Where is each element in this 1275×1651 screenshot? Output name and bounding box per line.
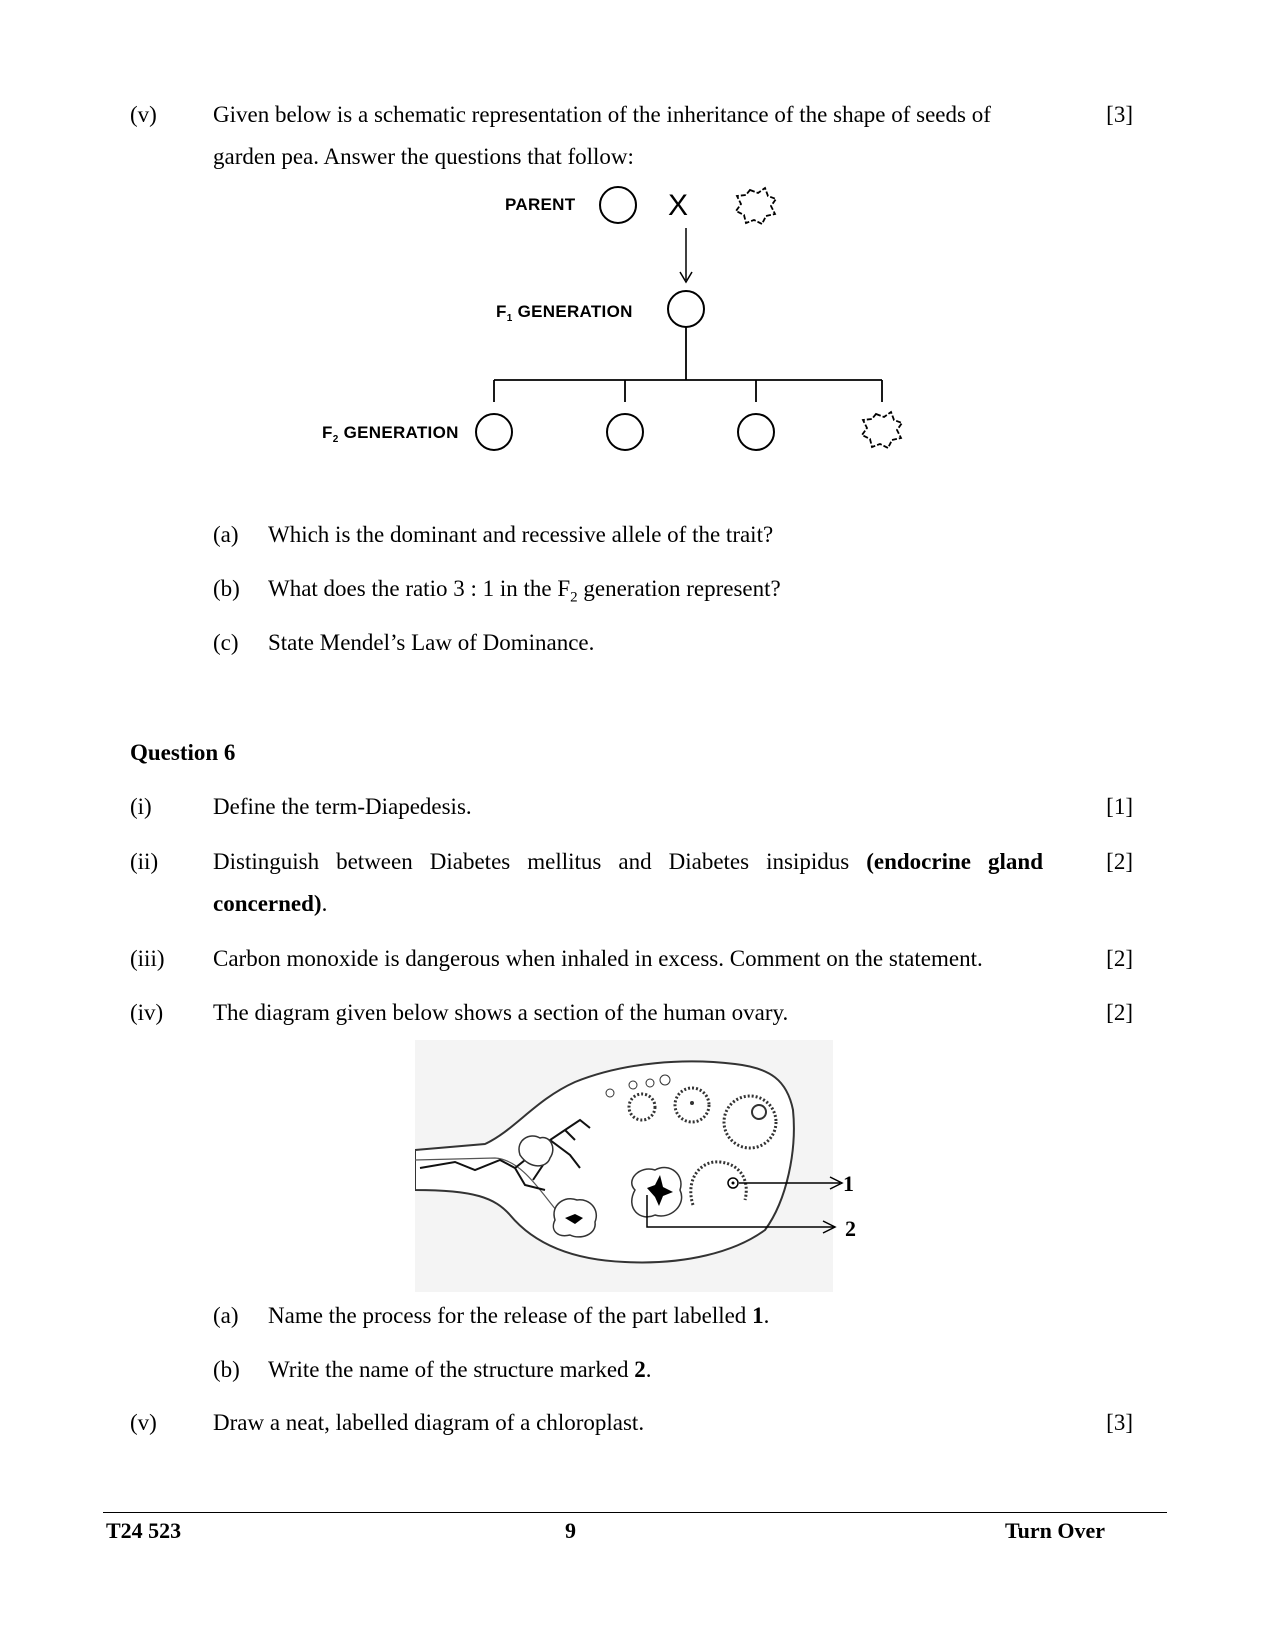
q6-iii-number: (iii) bbox=[130, 946, 165, 971]
q5v-marks: [3] bbox=[1106, 102, 1133, 127]
footer-turn-over: Turn Over bbox=[1005, 1518, 1106, 1543]
q6-ii-number: (ii) bbox=[130, 849, 159, 874]
q6-iii-marks: [2] bbox=[1106, 946, 1133, 971]
ovary-section-diagram bbox=[415, 1040, 895, 1300]
q6-iii-text: Carbon monoxide is dangerous when inhaled in excess. Comment on the statement. bbox=[213, 946, 983, 971]
q5v-b-text: What does the ratio 3 : 1 in the $F_2$ generation represent? bbox=[268, 576, 781, 606]
q6-ii-text-line1: Distinguish between Diabetes mellitus and Diabetes insipidus (endocrine gland bbox=[213, 849, 1043, 874]
q6-v-marks: [3] bbox=[1106, 1410, 1133, 1435]
round-seed-f1 bbox=[668, 291, 704, 327]
question-6-title: Question 6 bbox=[130, 740, 236, 765]
q6-ii-text-line2: concerned). bbox=[213, 891, 328, 916]
round-seed-f2-1 bbox=[476, 414, 512, 450]
released-ovum-nucleus bbox=[732, 1182, 735, 1185]
q6-iv-a-text: Name the process for the release of the part labelled 1. bbox=[268, 1303, 770, 1328]
cross-symbol: X bbox=[667, 189, 689, 222]
label-1: 1 bbox=[843, 1171, 854, 1196]
f1-generation-label: $F_1$ GENERATION bbox=[496, 302, 633, 324]
footer-page-number: 9 bbox=[565, 1518, 576, 1543]
q5v-c-label: (c) bbox=[213, 630, 239, 655]
f2-generation-label: $F_2$ GENERATION bbox=[322, 423, 459, 445]
q5v-b-label: (b) bbox=[213, 576, 240, 601]
q6-v-number: (v) bbox=[130, 1410, 157, 1435]
q5v-stem-line2: garden pea. Answer the questions that follow: bbox=[213, 144, 634, 169]
q5v-number: (v) bbox=[130, 102, 157, 127]
q5v-a-label: (a) bbox=[213, 522, 239, 547]
q6-i-number: (i) bbox=[130, 794, 152, 819]
q6-iv-b-text: Write the name of the structure marked 2. bbox=[268, 1357, 652, 1382]
q6-v-text: Draw a neat, labelled diagram of a chloroplast. bbox=[213, 1410, 645, 1435]
q6-i-text: Define the term-Diapedesis. bbox=[213, 794, 472, 819]
q5v-stem-line1: Given below is a schematic representation of the inheritance of the shape of seeds of bbox=[213, 102, 991, 127]
round-seed-f2-2 bbox=[607, 414, 643, 450]
q6-iv-number: (iv) bbox=[130, 1000, 164, 1025]
pea-inheritance-diagram bbox=[320, 180, 940, 470]
q6-iv-a-label: (a) bbox=[213, 1303, 239, 1328]
secondary-follicle-oocyte bbox=[690, 1101, 694, 1105]
q5v-a-text: Which is the dominant and recessive allele of the trait? bbox=[268, 522, 774, 547]
wrinkled-seed-f2 bbox=[862, 412, 902, 448]
q6-iv-b-label: (b) bbox=[213, 1357, 240, 1382]
round-seed-f2-3 bbox=[738, 414, 774, 450]
footer-rule bbox=[103, 1512, 1167, 1513]
parent-label: PARENT bbox=[505, 195, 576, 214]
round-seed-parent bbox=[600, 187, 636, 223]
q6-i-marks: [1] bbox=[1106, 794, 1133, 819]
footer-paper-code: T24 523 bbox=[106, 1518, 182, 1543]
q6-iv-text: The diagram given below shows a section of the human ovary. bbox=[213, 1000, 789, 1025]
q5v-c-text: State Mendel’s Law of Dominance. bbox=[268, 630, 595, 655]
q6-iv-marks: [2] bbox=[1106, 1000, 1133, 1025]
label-2: 2 bbox=[845, 1216, 856, 1241]
wrinkled-seed-parent bbox=[736, 188, 776, 224]
q6-ii-marks: [2] bbox=[1106, 849, 1133, 874]
